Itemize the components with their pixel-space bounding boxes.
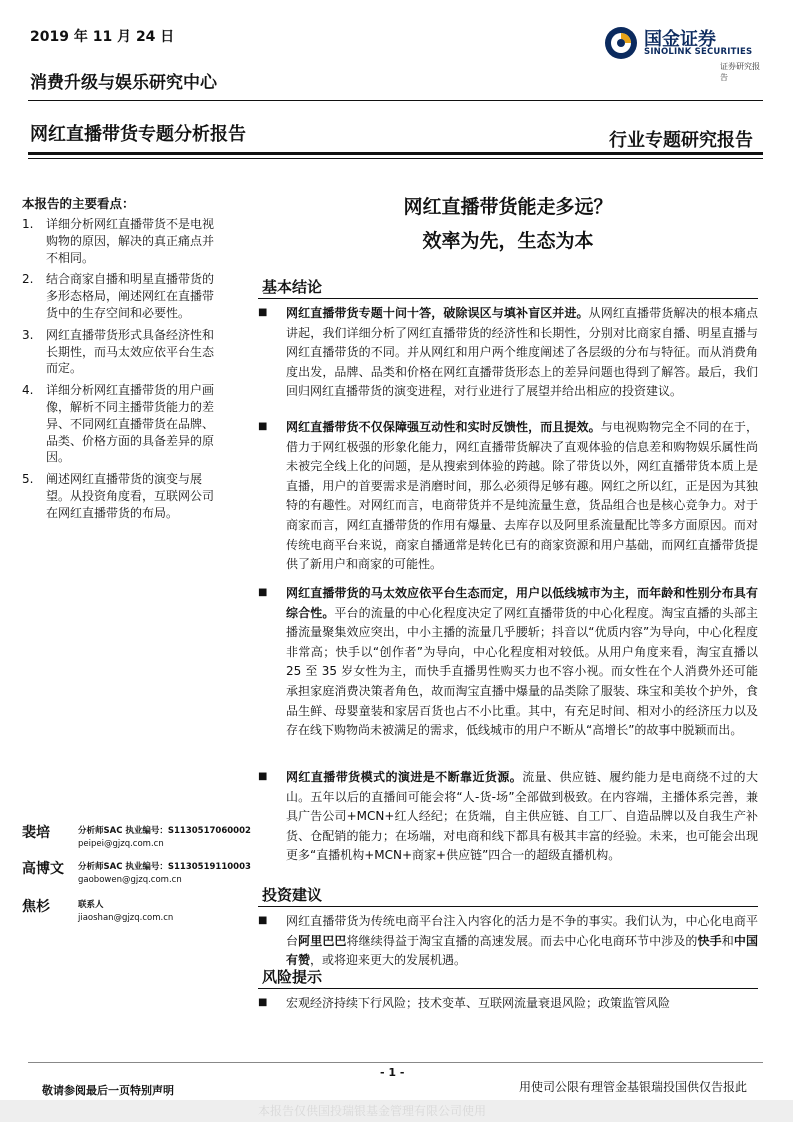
square-bullet-icon: ■ <box>258 307 268 318</box>
conclusion-bullet <box>258 418 758 575</box>
list-item-number: 1. <box>22 217 34 231</box>
bullet-text: 流量、供应链、履约能力是电商绕不过的大山。五年以后的直播间可能会将“人-货-场”全部做到极致。在内容端，主播体系完善，兼具广告公司+MCN+红人经纪；在货端，自主供应链、自工厂、自造品牌以及自我生产补货、仓配销的能力；在场端，对电商和线下都具有极其丰富的经验。未来，也可能会出现更多“直播机构+MCN+商家+供应链”四合一的超级直播机构。 <box>286 770 758 863</box>
analyst-role: 分析师SAC 执业编号：S1130517060002 <box>78 826 251 836</box>
invest-text <box>286 912 758 971</box>
invest-part: 网红直播带货为传统电商平台注入内容化的活力是不争的事实。我们认为，中心化电商平台 <box>286 914 758 948</box>
bullet-headline: 网红直播带货的马太效应依平台生态而定，用户以低线城市为主，而年龄和性别分布具有综合性。 <box>286 586 758 620</box>
header-thick-divider <box>28 152 763 155</box>
square-bullet-icon: ■ <box>258 915 268 926</box>
logo-name-cn: 国金证券 <box>644 29 716 50</box>
conclusion-bullet <box>258 584 758 741</box>
list-item-number: 4. <box>22 383 34 398</box>
watermark-text: 本报告仅供国投瑞银基金管理有限公司使用 <box>258 1104 487 1118</box>
section-heading-invest: 投资建议 <box>262 886 323 904</box>
usage-notice: 用使司公限有理管金基银瑞投国供仅告报此 <box>518 1080 747 1094</box>
main-title-line1: 网红直播带货能走多远？ <box>403 196 613 218</box>
report-type: 行业专题研究报告 <box>609 130 753 151</box>
header-thin-divider <box>28 158 763 159</box>
analyst-email[interactable]: gaobowen@gjzq.com.cn <box>78 875 182 885</box>
square-bullet-icon: ■ <box>258 587 268 598</box>
list-item <box>22 382 218 466</box>
bullet-body <box>286 418 758 575</box>
bullet-body <box>286 584 758 741</box>
research-center: 消费升级与娱乐研究中心 <box>30 73 217 93</box>
invest-part: 和 <box>721 933 734 948</box>
page-number: - 1 - <box>380 1066 405 1079</box>
analyst-email[interactable]: peipei@gjzq.com.cn <box>78 839 164 849</box>
analyst-name: 焦杉 <box>22 899 50 915</box>
list-item-text: 网红直播带货形式具备经济性和长期性，而马太效应依平台生态而定。 <box>46 327 215 376</box>
sinolink-logo-icon <box>604 26 638 60</box>
conclusion-bullet <box>258 768 758 866</box>
invest-company: 快手 <box>697 933 722 948</box>
bullet-headline: 网红直播带货模式的演进是不断靠近货源。 <box>286 770 523 784</box>
invest-company: 中国有赞 <box>286 933 758 968</box>
list-item-text: 阐述网红直播带货的演变与展望。从投资角度看，互联网公司在网红直播带货的布局。 <box>46 472 215 520</box>
list-item <box>22 471 218 521</box>
bullet-text: 与电视购物完全不同的在于，借力于网红极强的形象化能力，网红直播带货解决了直观体验的信息差和购物娱乐属性尚未被完全线上化的问题，是从搜索到体验的跨越。除了带货以外，网红直播带货本质上是直播，用户的首要需求是消磨时间，那么必须得足够有趣。网红之所以红，正是因为其独特的有趣性。对网红而言，电商带货并不是纯流量生意，货品组合也是核心竞争力。对于商家而言，网红直播带货的作用有爆量、去库存以及阿里系流量配比等多方面原因。而对传统电商平台来说，商家自播通常是转化已有的商家资源和用户基础，而网红直播带货提供了新用户和商家的可能性。 <box>286 420 758 572</box>
invest-part: 将继续得益于淘宝直播的高速发展。而去中心化电商环节中涉及的 <box>346 933 698 948</box>
bullet-headline: 网红直播带货专题十问十答，破除误区与填补盲区并进。 <box>286 306 589 320</box>
section-divider <box>258 298 758 299</box>
list-item <box>22 216 218 266</box>
list-item-text: 详细分析网红直播带货的用户画像，解析不同主播带货能力的差异、不同网红直播带货在品牌、品类、价格方面的具备差异的原因。 <box>46 383 215 465</box>
list-item <box>22 327 218 377</box>
list-item-text: 结合商家自播和明星直播带货的多形态格局，阐述网红在直播带货中的生存空间和必要性。 <box>46 272 215 320</box>
square-bullet-icon: ■ <box>258 997 268 1008</box>
bullet-body <box>286 768 758 866</box>
disclaimer-note: 敬请参阅最后一页特别声明 <box>42 1084 174 1097</box>
invest-part: ，或将迎来更大的发展机遇。 <box>310 953 467 968</box>
section-divider <box>258 988 758 989</box>
list-item-number: 5. <box>22 472 34 487</box>
main-title-line2: 效率为先，生态为本 <box>422 230 594 252</box>
square-bullet-icon: ■ <box>258 421 268 432</box>
analyst-name: 高博文 <box>22 861 64 877</box>
logo-subtitle: 证券研究报告 <box>720 62 760 82</box>
bullet-body <box>286 304 758 402</box>
analyst-role: 联系人 <box>78 900 104 910</box>
watermark-bar <box>0 1100 793 1122</box>
analyst-name: 裴培 <box>22 825 50 841</box>
footer-divider <box>28 1062 763 1063</box>
invest-company: 阿里巴巴 <box>298 933 347 948</box>
risk-text: 宏观经济持续下行风险；技术变革、互联网流量衰退风险；政策监管风险 <box>286 996 671 1010</box>
sidebar-title: 本报告的主要看点： <box>22 196 135 211</box>
bullet-text: 平台的流量的中心化程度决定了网红直播带货的中心化程度。淘宝直播的头部主播流量聚集效应突出，中小主播的流量几乎腰斩；抖音以“优质内容”为导向，中心化程度非常高；快手以“创作者”为导向，中心化程度相对较低。从用户角度来看，淘宝直播以 25 至 35 岁女性为主，而快手直播男性购买力也不容小视。而女性在个人消费外还可能承担家庭消费决策者角色，故而淘宝直播中爆量的品类除了服装、珠宝和美妆个护外，食品生鲜、母婴童装和家居百货也占不小比重。其中，有充足时间、相对小的经济压力以及存在线下购物尚未被满足的需求，低线城市的用户不断从“高增长”的故事中脱颖而出。 <box>286 605 758 738</box>
section-heading-basic: 基本结论 <box>262 278 323 296</box>
risk-bullet <box>258 994 758 1014</box>
section-heading-risk: 风险提示 <box>262 968 323 986</box>
header-divider <box>28 100 763 101</box>
invest-bullet <box>258 912 758 971</box>
analyst-email[interactable]: jiaoshan@gjzq.com.cn <box>78 913 174 923</box>
section-divider <box>258 906 758 907</box>
list-item-number: 3. <box>22 327 34 342</box>
list-item-number: 2. <box>22 272 34 287</box>
bullet-text: 从网红直播带货解决的根本痛点讲起，我们详细分析了网红直播带货的经济性和长期性，分别对比商家自播、明星直播与网红直播带货的不同。并从网红和用户两个维度阐述了各层级的分布与特征。而从消费角度出发，品牌、品类和价格在网红直播带货形态上的差异问题也得到了解答。最后，我们回归网红直播带货的演变进程，对行业进行了展望并给出相应的投资建议。 <box>286 306 758 399</box>
conclusion-bullet <box>258 304 758 402</box>
square-bullet-icon: ■ <box>258 771 268 782</box>
topic-title: 网红直播带货专题分析报告 <box>30 124 246 145</box>
list-item-text: 详细分析网红直播带货不是电视购物的原因，解决的真正痛点并不相同。 <box>46 217 215 265</box>
report-date: 2019 年 11 月 24 日 <box>30 29 175 45</box>
company-logo <box>604 24 764 82</box>
bullet-headline: 网红直播带货不仅保障强互动性和实时反馈性，而且提效。 <box>286 420 601 434</box>
logo-name-en: SINOLINK SECURITIES <box>644 47 753 57</box>
analyst-role: 分析师SAC 执业编号：S1130519110003 <box>78 862 251 872</box>
list-item <box>22 271 218 321</box>
key-points-sidebar <box>22 194 218 527</box>
